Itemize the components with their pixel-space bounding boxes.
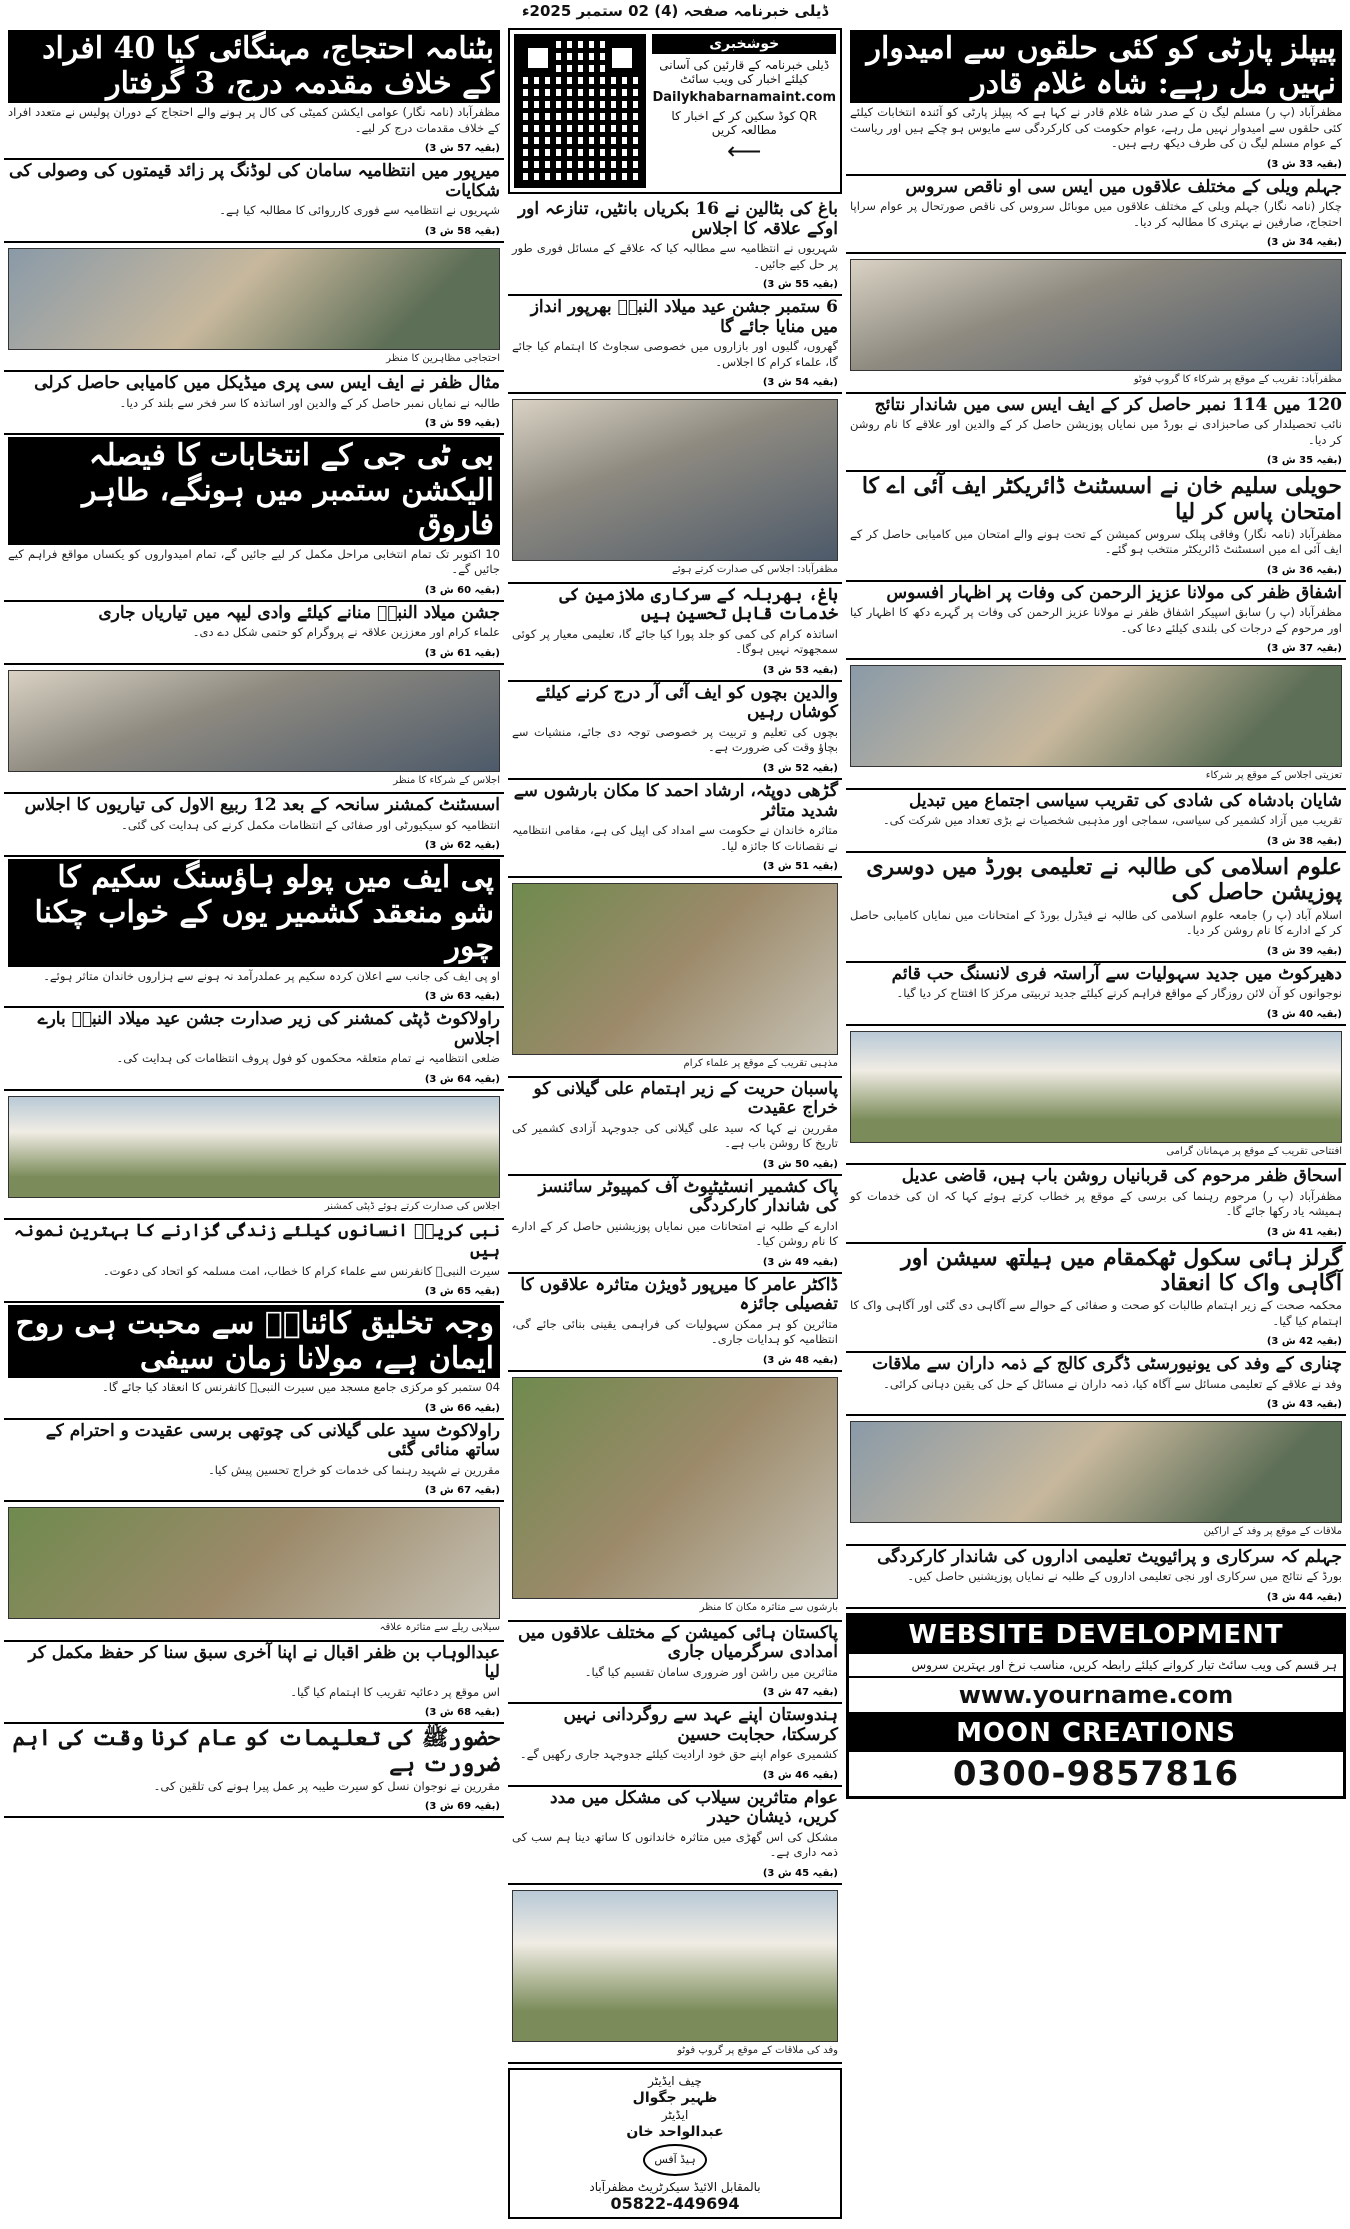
news-story (508, 198, 842, 296)
news-story (508, 296, 842, 394)
story-headline[interactable]: ہندوستان اپنے عہد سے روگردانی نہیں کرسکتا، حجابت حسین (563, 1705, 838, 1745)
news-story (508, 1274, 842, 1372)
story-body: ضلعی انتظامیہ نے تمام متعلقہ محکموں کو فول پروف انتظامات کی ہدایت کی۔ (116, 1051, 500, 1066)
continuation-ref[interactable]: (بقیہ 65 ش 3) (424, 1286, 500, 1298)
story-body: چکار (نامہ نگار) جہلم ویلی کے مختلف علاقوں میں موبائل سروس کی ناقص صورتحال پر عوام سراپا احتجاج، صارفین نے بہتری کا مطالبہ کر دیا۔ (850, 199, 1342, 229)
photo-caption: مظفرآباد: تقریب کے موقع پر شرکاء کا گروپ فوٹو (1133, 374, 1342, 386)
qr-line-1: ڈیلی خبرنامہ کے قارئین کی آسانی (659, 58, 830, 72)
continuation-ref[interactable]: (بقیہ 34 ش 3) (1266, 237, 1342, 249)
story-headline[interactable]: نبی کریمؐ انسانوں کیلئے زندگی گزارنے کا بہترین نمونہ ہیں (13, 1221, 500, 1262)
story-body: کشمیری عوام اپنے حق خود ارادیت کیلئے جدوجہد جاری رکھیں گے۔ (519, 1747, 838, 1762)
news-photo (4, 665, 504, 795)
story-body: بورڈ کے نتائج میں سرکاری اور نجی تعلیمی اداروں کے طلبہ نے نمایاں پوزیشنیں حاصل کیں۔ (907, 1569, 1342, 1584)
continuation-ref[interactable]: (بقیہ 69 ش 3) (424, 1801, 500, 1813)
story-body: مشکل کی اس گھڑی میں متاثرہ خاندانوں کا ساتھ دینا ہم سب کی ذمہ داری ہے۔ (512, 1829, 838, 1860)
continuation-ref[interactable]: (بقیہ 38 ش 3) (1266, 835, 1342, 847)
photo-caption: تعزیتی اجلاس کے موقع پر شرکاء (1205, 770, 1342, 782)
news-photo (4, 1502, 504, 1642)
page-masthead: ڈیلی خبرنامہ صفحہ (4) 02 ستمبر 2025ء (521, 2, 829, 20)
office-phone[interactable]: 05822-449694 (610, 2194, 740, 2214)
photo-image (8, 670, 500, 772)
story-body: 04 ستمبر کو مرکزی جامع مسجد میں سیرت النبیؐ کانفرنس کا انعقاد کیا جائے گا۔ (102, 1380, 500, 1395)
news-story (4, 372, 504, 435)
qr-note: QR کوڈ سکین کر کے اخبار کا مطالعہ کریں (671, 109, 818, 137)
photo-image (512, 399, 838, 561)
column-right (846, 28, 1346, 2224)
news-story (846, 853, 1346, 963)
qr-code-icon[interactable] (514, 34, 646, 188)
story-body: مظفرآباد (نامہ نگار) عوامی ایکشن کمیٹی کی کال پر ہونے والے احتجاج کے دوران پولیس نے متعدد افراد کے خلاف مقدمات درج کر لیے۔ (8, 105, 500, 135)
photo-caption: بارشوں سے متاثرہ مکان کا منظر (699, 1602, 838, 1613)
story-headline[interactable]: میرپور میں انتظامیہ سامان کی لوڈنگ پر زائد قیمتوں کی وصولی کی شکایات (9, 161, 500, 201)
news-photo (508, 394, 842, 584)
qr-line-2: کیلئے اخبار کی ویب سائٹ (679, 72, 809, 86)
arrow-left-icon: ⟵ (727, 137, 762, 165)
news-story (846, 582, 1346, 661)
story-body: اسلام آباد (پ ر) جامعہ علوم اسلامی کی طالبہ نے فیڈرل بورڈ کے امتحانات میں نمایاں کامیابی حاصل کر کے ادارے کا نام روشن کر دیا۔ (850, 907, 1342, 938)
continuation-ref[interactable]: (بقیہ 67 ش 3) (424, 1485, 500, 1497)
story-body: او پی ایف کی جانب سے اعلان کردہ سکیم پر عملدرآمد نہ ہونے سے ہزاروں خاندان متاثر ہوئے۔ (43, 968, 500, 983)
continuation-ref[interactable]: (بقیہ 52 ش 3) (762, 763, 838, 774)
story-body: انتظامیہ کو سیکیورٹی اور صفائی کے انتظامات مکمل کرنے کی ہدایت کی گئی۔ (121, 817, 500, 832)
story-body: طالبہ نے نمایاں نمبر حاصل کر کے والدین اور اساتذہ کا سر فخر سے بلند کر دیا۔ (119, 395, 500, 410)
continuation-ref[interactable]: (بقیہ 61 ش 3) (424, 647, 500, 659)
continuation-ref[interactable]: (بقیہ 43 ش 3) (1266, 1399, 1342, 1411)
continuation-ref[interactable]: (بقیہ 60 ش 3) (424, 584, 500, 596)
qr-url[interactable]: Dailykhabarnamaint.com (652, 90, 836, 105)
continuation-ref[interactable]: (بقیہ 50 ش 3) (762, 1158, 838, 1170)
editor-name: عبدالواحد خان (626, 2124, 724, 2141)
story-headline[interactable]: چناری کے وفد کی یونیورسٹی ڈگری کالج کے ذمہ داران سے ملاقات (872, 1354, 1342, 1375)
story-headline[interactable]: اسسٹنٹ کمشنر سانحہ کے بعد 12 ربیع الاول کی تیاریوں کا اجلاس (24, 795, 500, 816)
news-story (4, 857, 504, 1008)
story-headline[interactable]: بٹنامہ احتجاج، مہنگائی کیا 40 افراد کے خلاف مقدمہ درج، 3 گرفتار (8, 30, 500, 103)
story-body: ادارے کے طلبہ نے امتحانات میں نمایاں پوزیشنیں حاصل کر کے ادارے کا نام روشن کیا۔ (512, 1218, 838, 1249)
photo-caption: اجلاس کی صدارت کرتے ہوئے ڈپٹی کمشنر (324, 1200, 500, 1212)
continuation-ref[interactable]: (بقیہ 49 ش 3) (762, 1256, 838, 1268)
news-photo (508, 1372, 842, 1622)
story-headline[interactable]: باغ کی بٹالین نے 16 بکریاں بانٹیں، تنازعہ اور اوکے علاقہ کا اجلاس (517, 199, 838, 239)
story-headline[interactable]: دھیرکوٹ میں جدید سہولیات سے آراستہ فری لانسنگ حب قائم (891, 963, 1342, 984)
news-story (846, 963, 1346, 1026)
continuation-ref[interactable]: (بقیہ 40 ش 3) (1266, 1008, 1342, 1020)
news-story (846, 176, 1346, 255)
story-headline[interactable]: ڈاکٹر عامر کا میرپور ڈویژن متاثرہ علاقوں کا تفصیلی جائزہ (520, 1274, 838, 1315)
news-story (4, 1724, 504, 1818)
news-story (846, 394, 1346, 473)
story-body: 10 اکتوبر تک تمام انتخابی مراحل مکمل کر لیے جائیں گے، تمام امیدواروں کو یکساں مواقع فراہم کیے جائیں گے۔ (8, 546, 500, 577)
news-story (508, 1176, 842, 1274)
story-headline[interactable]: گرلز ہائی سکول ٹھکمقام میں ہیلتھ سیشن اور آگاہی واک کا انعقاد (901, 1244, 1342, 1297)
news-photo (4, 1091, 504, 1221)
story-body: مظفرآباد (پ ر) مسلم لیگ ن کے صدر شاہ غلام قادر نے کہا ہے کہ پیپلز پارٹی کو آئندہ انتخابات کیلئے کئی حلقوں سے امیدوار نہیں مل رہے، عوام حکومت کی کارکردگی سے مایوس ہو چکے ہیں اور ریاست کے عوام مسلم لیگ ن کی طرف دیکھ رہے ہیں۔ (850, 105, 1342, 151)
photo-image (850, 259, 1342, 371)
continuation-ref[interactable]: (بقیہ 44 ش 3) (1266, 1591, 1342, 1603)
story-headline[interactable]: پاکستان ہائی کمیشن کے مختلف علاقوں میں امدادی سرگرمیاں جاری (517, 1622, 838, 1663)
news-story (508, 1704, 842, 1787)
continuation-ref[interactable]: (بقیہ 59 ش 3) (424, 418, 500, 430)
news-story (508, 1787, 842, 1885)
continuation-ref[interactable]: (بقیہ 48 ش 3) (762, 1355, 838, 1366)
story-headline[interactable]: مثال ظفر نے ایف ایس سی پری میڈیکل میں کامیابی حاصل کرلی (34, 373, 500, 394)
continuation-ref[interactable]: (بقیہ 51 ش 3) (762, 861, 838, 873)
news-story (846, 472, 1346, 582)
story-headline[interactable]: عوام متاثرین سیلاب کی مشکل میں مدد کریں، ذیشان حیدر (550, 1787, 838, 1828)
news-story (4, 1008, 504, 1091)
news-story (846, 1244, 1346, 1354)
continuation-ref[interactable]: (بقیہ 47 ش 3) (762, 1687, 838, 1699)
photo-image (512, 1377, 838, 1599)
photo-caption: مظفرآباد: اجلاس کی صدارت کرتے ہوئے (671, 564, 838, 576)
news-story (4, 794, 504, 857)
story-headline[interactable]: راولاکوٹ ڈپٹی کمشنر کی زیر صدارت جشن عید میلاد النبیؐ بارے اجلاس (37, 1009, 500, 1049)
continuation-ref[interactable]: (بقیہ 53 ش 3) (762, 664, 838, 676)
story-headline[interactable]: پاسبان حریت کے زیر اہتمام علی گیلانی کو خراج عقیدت (533, 1078, 838, 1119)
story-headline[interactable]: شایان بادشاہ کی شادی کی تقریب سیاسی اجتماع میں تبدیل (909, 790, 1342, 811)
continuation-ref[interactable]: (بقیہ 54 ش 3) (762, 377, 838, 389)
column-middle (508, 28, 842, 2224)
story-body: نوجوانوں کو آن لائن روزگار کے مواقع فراہم کرنے کیلئے جدید تربیتی مرکز کا افتتاح کر دیا گیا۔ (896, 986, 1342, 1001)
photo-caption: افتتاحی تقریب کے موقع پر مہمانان گرامی (1166, 1145, 1342, 1157)
continuation-ref[interactable]: (بقیہ 68 ش 3) (424, 1707, 500, 1719)
photo-image (512, 1890, 838, 2042)
qr-promo (508, 28, 842, 194)
story-body: محکمہ صحت کے زیر اہتمام طالبات کو صحت و صفائی کے حوالے سے آگاہی دی گئی اور آگاہی واک کا اہتمام کیا گیا۔ (850, 1298, 1342, 1328)
column-left (4, 28, 504, 2224)
news-photo (508, 1885, 842, 2065)
editor-label: ایڈیٹر (661, 2108, 689, 2123)
news-photo (4, 243, 504, 373)
news-story (4, 160, 504, 243)
photo-caption: اجلاس کے شرکاء کا منظر (393, 774, 500, 786)
news-story (508, 584, 842, 682)
photo-image (8, 1096, 500, 1198)
story-headline[interactable]: والدین بچوں کو ایف آئی آر درج کرنے کیلئے کوشاں رہیں (535, 682, 838, 723)
office-seal-icon: ہیڈ آفس (643, 2144, 707, 2176)
ad-heading: WEBSITE DEVELOPMENT (849, 1616, 1343, 1654)
story-headline[interactable]: 120 میں 114 نمبر حاصل کر کے ایف ایس سی میں شاندار نتائج (874, 394, 1342, 415)
photo-caption: وفد کی ملاقات کے موقع پر گروپ فوٹو (677, 2044, 838, 2056)
story-body: مقررین نے شہید رہنما کی خدمات کو خراج تحسین پیش کیا۔ (208, 1462, 500, 1477)
photo-caption: احتجاجی مظاہرین کا منظر (386, 352, 500, 364)
continuation-ref[interactable]: (بقیہ 36 ش 3) (1266, 564, 1342, 576)
news-story (4, 1420, 504, 1503)
photo-caption: ملاقات کے موقع پر وفد کے اراکین (1203, 1526, 1342, 1538)
continuation-ref[interactable]: (بقیہ 66 ش 3) (424, 1402, 500, 1414)
continuation-ref[interactable]: (بقیہ 33 ش 3) (1266, 158, 1342, 170)
news-story (846, 1546, 1346, 1609)
continuation-ref[interactable]: (بقیہ 62 ش 3) (424, 840, 500, 852)
story-headline[interactable]: جشن میلاد النبیؐ منانے کیلئے وادی لیپہ میں تیاریاں جاری (98, 602, 500, 623)
ad-phone[interactable]: 0300-9857816 (952, 1753, 1240, 1794)
story-headline[interactable]: راولاکوٹ سید علی گیلانی کی چوتھی برسی عقیدت و احترام کے ساتھ منائی گئی (45, 1420, 500, 1461)
news-story (4, 435, 504, 602)
story-headline[interactable]: پیپلز پارٹی کو کئی حلقوں سے امیدوار نہیں مل رہے: شاہ غلام قادر (850, 30, 1342, 103)
story-body: شہریوں نے انتظامیہ سے فوری کارروائی کا مطالبہ کیا ہے۔ (219, 203, 500, 218)
story-body: متاثرہ خاندان نے حکومت سے امداد کی اپیل کی ہے، مقامی انتظامیہ نے نقصانات کا جائزہ لیا۔ (512, 823, 838, 853)
news-story (846, 1353, 1346, 1416)
story-body: نائب تحصیلدار کی صاحبزادی نے بورڈ میں نمایاں پوزیشن حاصل کر کے والدین اور علاقے کا نام روشن کر دیا۔ (850, 417, 1342, 447)
news-story (4, 1303, 504, 1420)
story-headline[interactable]: اسحاق ظفر مرحوم کی قربانیاں روشن باب ہیں، قاضی عدیل (901, 1166, 1342, 1187)
continuation-ref[interactable]: (بقیہ 45 ش 3) (762, 1867, 838, 1879)
story-body: مقررین نے کہا کہ سید علی گیلانی کی جدوجہد آزادی کشمیر کی تاریخ کا روشن باب ہے۔ (512, 1120, 838, 1151)
photo-caption: مذہبی تقریب کے موقع پر علماء کرام (683, 1058, 838, 1070)
continuation-ref[interactable]: (بقیہ 39 ش 3) (1266, 945, 1342, 957)
news-photo (846, 1026, 1346, 1166)
story-headline[interactable]: حویلی سلیم خان نے اسسٹنٹ ڈائریکٹر ایف آئی اے کا امتحان پاس کر لیا (861, 473, 1342, 525)
story-body: اس موقع پر دعائیہ تقریب کا اہتمام کیا گیا۔ (290, 1684, 500, 1699)
story-headline[interactable]: حضورﷺ کی تعلیمات کو عام کرنا وقت کی اہم ضرورت ہے (12, 1725, 500, 1777)
continuation-ref[interactable]: (بقیہ 42 ش 3) (1266, 1336, 1342, 1348)
continuation-ref[interactable]: (بقیہ 63 ش 3) (424, 991, 500, 1003)
news-photo (508, 878, 842, 1078)
story-body: متاثرین میں راشن اور ضروری سامان تقسیم کیا گیا۔ (584, 1664, 838, 1679)
story-body: شہریوں نے انتظامیہ سے مطالبہ کیا کہ علاقے کے مسائل فوری طور پر حل کیے جائیں۔ (512, 241, 838, 271)
photo-image (8, 248, 500, 350)
news-story (508, 780, 842, 878)
news-story (846, 1165, 1346, 1244)
story-headline[interactable]: اشفاق ظفر کی مولانا عزیز الرحمن کی وفات پر اظہار افسوس (886, 582, 1342, 603)
news-story (4, 1642, 504, 1725)
continuation-ref[interactable]: (بقیہ 64 ش 3) (424, 1073, 500, 1085)
qr-title: خوشخبری (652, 34, 836, 54)
news-photo (846, 660, 1346, 790)
photo-image (850, 1031, 1342, 1143)
story-body: متاثرین کو ہر ممکن سہولیات کی فراہمی یقینی بنائی جائے گی، انتظامیہ کو ہدایات جاری۔ (512, 1316, 838, 1347)
story-headline[interactable]: بی ٹی جی کے انتخابات کا فیصلہ الیکشن ستمبر میں ہونگے، طاہر فاروق (8, 437, 500, 545)
imprint-box (508, 2068, 842, 2219)
story-headline[interactable]: پاک کشمیر انسٹیٹیوٹ آف کمپیوٹر سائنسز کی شاندار کارکردگی (538, 1176, 838, 1217)
story-body: گھروں، گلیوں اور بازاروں میں خصوصی سجاوٹ کا اہتمام کیا جائے گا، علماء کرام کا اجلاس۔ (512, 339, 838, 369)
news-story (846, 28, 1346, 176)
photo-image (8, 1507, 500, 1619)
photo-caption: سیلابی ریلے سے متاثرہ علاقہ (379, 1622, 500, 1634)
chief-editor-label: چیف ایڈیٹر (648, 2074, 702, 2089)
website-ad (846, 1613, 1346, 1799)
chief-editor-name: ظہیر جگوال (632, 2090, 718, 2107)
story-headline[interactable]: 6 ستمبر جشن عید میلاد النبیؐ بھرپور انداز میں منایا جائے گا (530, 297, 838, 337)
story-body: سیرت النبیؐ کانفرنس سے علماء کرام کا خطاب، امت مسلمہ کو اتحاد کی دعوت۔ (102, 1263, 500, 1278)
story-body: مظفرآباد (پ ر) سابق اسپیکر اشفاق ظفر نے مولانا عزیز الرحمن کی وفات پر گہرے دکھ کا اظہار کیا اور مرحوم کے درجات کی بلندی کیلئے دعا کی۔ (850, 605, 1342, 635)
news-story (4, 602, 504, 665)
story-body: اساتذہ کرام کی کمی کو جلد پورا کیا جائے گا، تعلیمی معیار پر کوئی سمجھوتہ نہیں ہوگا۔ (512, 626, 838, 657)
story-body: علماء کرام اور معززین علاقہ نے پروگرام کو حتمی شکل دے دی۔ (192, 625, 500, 640)
ad-site[interactable]: www.yourname.com (849, 1676, 1343, 1714)
story-headline[interactable]: وجہ تخلیق کائناتؐ سے محبت ہی روح ایمان ہے، مولانا زمان سیفی (8, 1305, 500, 1378)
news-story (4, 1220, 504, 1303)
news-story (508, 1078, 842, 1176)
story-headline[interactable]: جہلم ویلی کے مختلف علاقوں میں ایس سی او ناقص سروس (905, 176, 1342, 197)
story-body: مظفرآباد (نامہ نگار) وفاقی پبلک سروس کمیشن کے تحت ہونے والے امتحان میں کامیابی حاصل کر کے ایف آئی اے میں اسسٹنٹ ڈائریکٹر منتخب ہو گئے۔ (850, 526, 1342, 557)
story-body: مقررین نے نوجوان نسل کو سیرت طیبہ پر عمل پیرا ہونے کی تلقین کی۔ (153, 1778, 500, 1793)
story-body: بچوں کی تعلیم و تربیت پر خصوصی توجہ دی جائے، منشیات سے بچاؤ وقت کی ضرورت ہے۔ (512, 724, 838, 755)
story-headline[interactable]: عبدالوہاب بن ظفر اقبال نے اپنا آخری سبق سنا کر حفظ مکمل کر لیا (28, 1642, 500, 1683)
continuation-ref[interactable]: (بقیہ 35 ش 3) (1266, 455, 1342, 467)
story-headline[interactable]: گڑھی دوپٹہ، ارشاد احمد کا مکان بارشوں سے شدید متاثر (513, 781, 838, 821)
story-headline[interactable]: باغ، بھربلہ کے سرکاری ملازمین کی خدمات قابل تحسین ہیں (559, 584, 838, 625)
news-story (846, 790, 1346, 853)
story-body: تقریب میں آزاد کشمیر کی سیاسی، سماجی اور مذہبی شخصیات نے بڑی تعداد میں شرکت کی۔ (882, 813, 1342, 828)
ad-company: MOON CREATIONS (849, 1714, 1343, 1752)
news-photo (846, 1416, 1346, 1546)
continuation-ref[interactable]: (بقیہ 41 ش 3) (1266, 1226, 1342, 1238)
continuation-ref[interactable]: (بقیہ 55 ش 3) (762, 279, 838, 291)
story-body: وفد نے علاقے کے تعلیمی مسائل سے آگاہ کیا، ذمہ داران نے مسائل کے حل کی یقین دہانی کرائی۔ (883, 1376, 1342, 1391)
photo-image (850, 665, 1342, 767)
news-story (508, 682, 842, 780)
office-address: بالمقابل الائیڈ سیکرٹریٹ مظفرآباد (589, 2180, 761, 2195)
continuation-ref[interactable]: (بقیہ 46 ش 3) (762, 1769, 838, 1781)
story-headline[interactable]: پی ایف میں پولو ہاؤسنگ سکیم کا شو منعقد کشمیر یوں کے خواب چکنا چور (8, 859, 500, 967)
continuation-ref[interactable]: (بقیہ 58 ش 3) (424, 225, 500, 237)
news-story (508, 1622, 842, 1705)
ad-text: ہر قسم کی ویب سائٹ تیار کروانے کیلئے رابطہ کریں، مناسب نرخ اور بہترین سروس (911, 1657, 1337, 1672)
photo-image (512, 883, 838, 1055)
news-photo (846, 254, 1346, 394)
story-headline[interactable]: جہلم کہ سرکاری و پرائیویٹ تعلیمی اداروں کی شاندار کارکردگی (877, 1546, 1342, 1567)
photo-image (850, 1421, 1342, 1523)
continuation-ref[interactable]: (بقیہ 57 ش 3) (424, 143, 500, 155)
news-story (4, 28, 504, 160)
continuation-ref[interactable]: (بقیہ 37 ش 3) (1266, 643, 1342, 655)
story-body: مظفرآباد (پ ر) مرحوم رہنما کی برسی کے موقع پر خطاب کرتے ہوئے کہا کہ ان کی خدمات کو ہمیشہ یاد رکھا جائے گا۔ (850, 1188, 1342, 1219)
story-headline[interactable]: علوم اسلامی کی طالبہ نے تعلیمی بورڈ میں دوسری پوزیشن حاصل کی (866, 853, 1342, 906)
